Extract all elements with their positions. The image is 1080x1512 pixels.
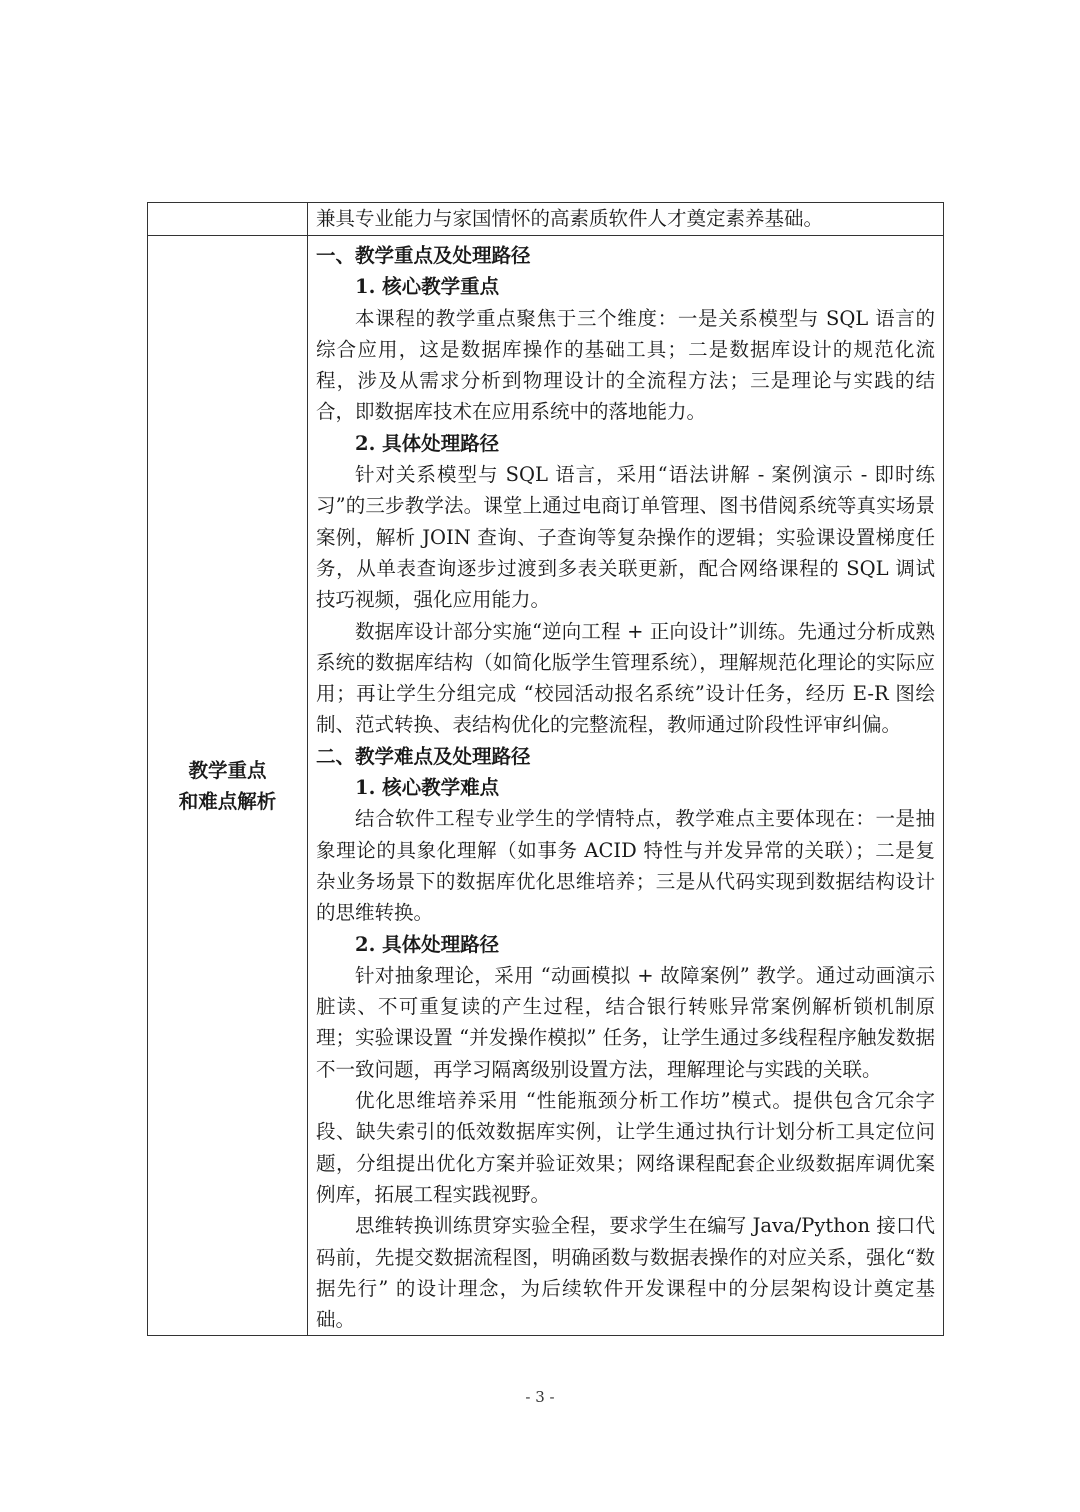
row-label-line1: 教学重点 [188,758,267,782]
analysis-content [316,240,935,1335]
row-label-cell [148,236,308,1336]
section-heading: 二、教学难点及处理路径 [316,744,531,768]
paragraph: 思维转换训练贯穿实验全程，要求学生在编写 Java/Python 接口代码前，先提交数据流程图，明确函数与数据表操作的对应关系，强化“数据先行” 的设计理念，为后续软件开发课程中的分层架构设计奠定基础。 [316,1214,935,1332]
continuation-label-cell [148,203,308,236]
paragraph: 数据库设计部分实施“逆向工程 + 正向设计”训练。先通过分析成熟系统的数据库结构（如简化版学生管理系统），理解规范化理论的实际应用；再让学生分组完成 “校园活动报名系统”设计任务，经历 E-R 图绘制、范式转换、表结构优化的完整流程，教师通过阶段性评审纠偏。 [316,619,935,737]
section-heading: 一、教学重点及处理路径 [316,244,531,267]
subsection-heading: 2. 具体处理路径 [355,932,500,956]
subsection-heading: 2. 具体处理路径 [355,431,500,455]
paragraph: 优化思维培养采用 “性能瓶颈分析工作坊”模式。提供包含冗余字段、缺失索引的低效数据库实例，让学生通过执行计划分析工具定位问题，分组提出优化方案并验证效果；网络课程配套企业级数据库调优案例库，拓展工程实践视野。 [316,1089,935,1206]
analysis-content-cell [308,236,944,1336]
paragraph: 本课程的教学重点聚焦于三个维度：一是关系模型与 SQL 语言的综合应用，这是数据库操作的基础工具；二是数据库设计的规范化流程，涉及从需求分析到物理设计的全流程方法；三是理论与实践的结合，即数据库技术在应用系统中的落地能力。 [316,306,935,424]
continuation-row [148,203,944,236]
subsection-heading: 1. 核心教学难点 [355,776,500,800]
analysis-row [148,236,944,1336]
paragraph: 针对抽象理论，采用 “动画模拟 + 故障案例” 教学。通过动画演示脏读、不可重复读的产生过程，结合银行转账异常案例解析锁机制原理；实验课设置 “并发操作模拟” 任务，让学生通过多线程程序触发数据不一致问题，再学习隔离级别设置方法，理解理论与实践的关联。 [316,963,935,1081]
paragraph: 结合软件工程专业学生的学情特点，教学难点主要体现在：一是抽象理论的具象化理解（如事务 ACID 特性与并发异常的关联）；二是复杂业务场景下的数据库优化思维培养；三是从代码实现到数据结构设计的思维转换。 [316,807,935,925]
row-label-line2: 和难点解析 [178,789,277,813]
continuation-text: 兼具专业能力与家国情怀的高素质软件人才奠定素养基础。 [316,207,824,230]
page-number: - 3 - [525,1388,555,1406]
subsection-heading: 1. 核心教学重点 [355,275,500,299]
continuation-text-cell [308,203,944,236]
paragraph: 针对关系模型与 SQL 语言，采用“语法讲解 - 案例演示 - 即时练习”的三步教学法。课堂上通过电商订单管理、图书借阅系统等真实场景案例，解析 JOIN 查询、子查询等复杂操作的逻辑；实验课设置梯度任务，从单表查询逐步过渡到多表关联更新，配合网络课程的 SQL 调试技巧视频，强化应用能力。 [316,463,935,612]
content-table [147,202,944,1336]
